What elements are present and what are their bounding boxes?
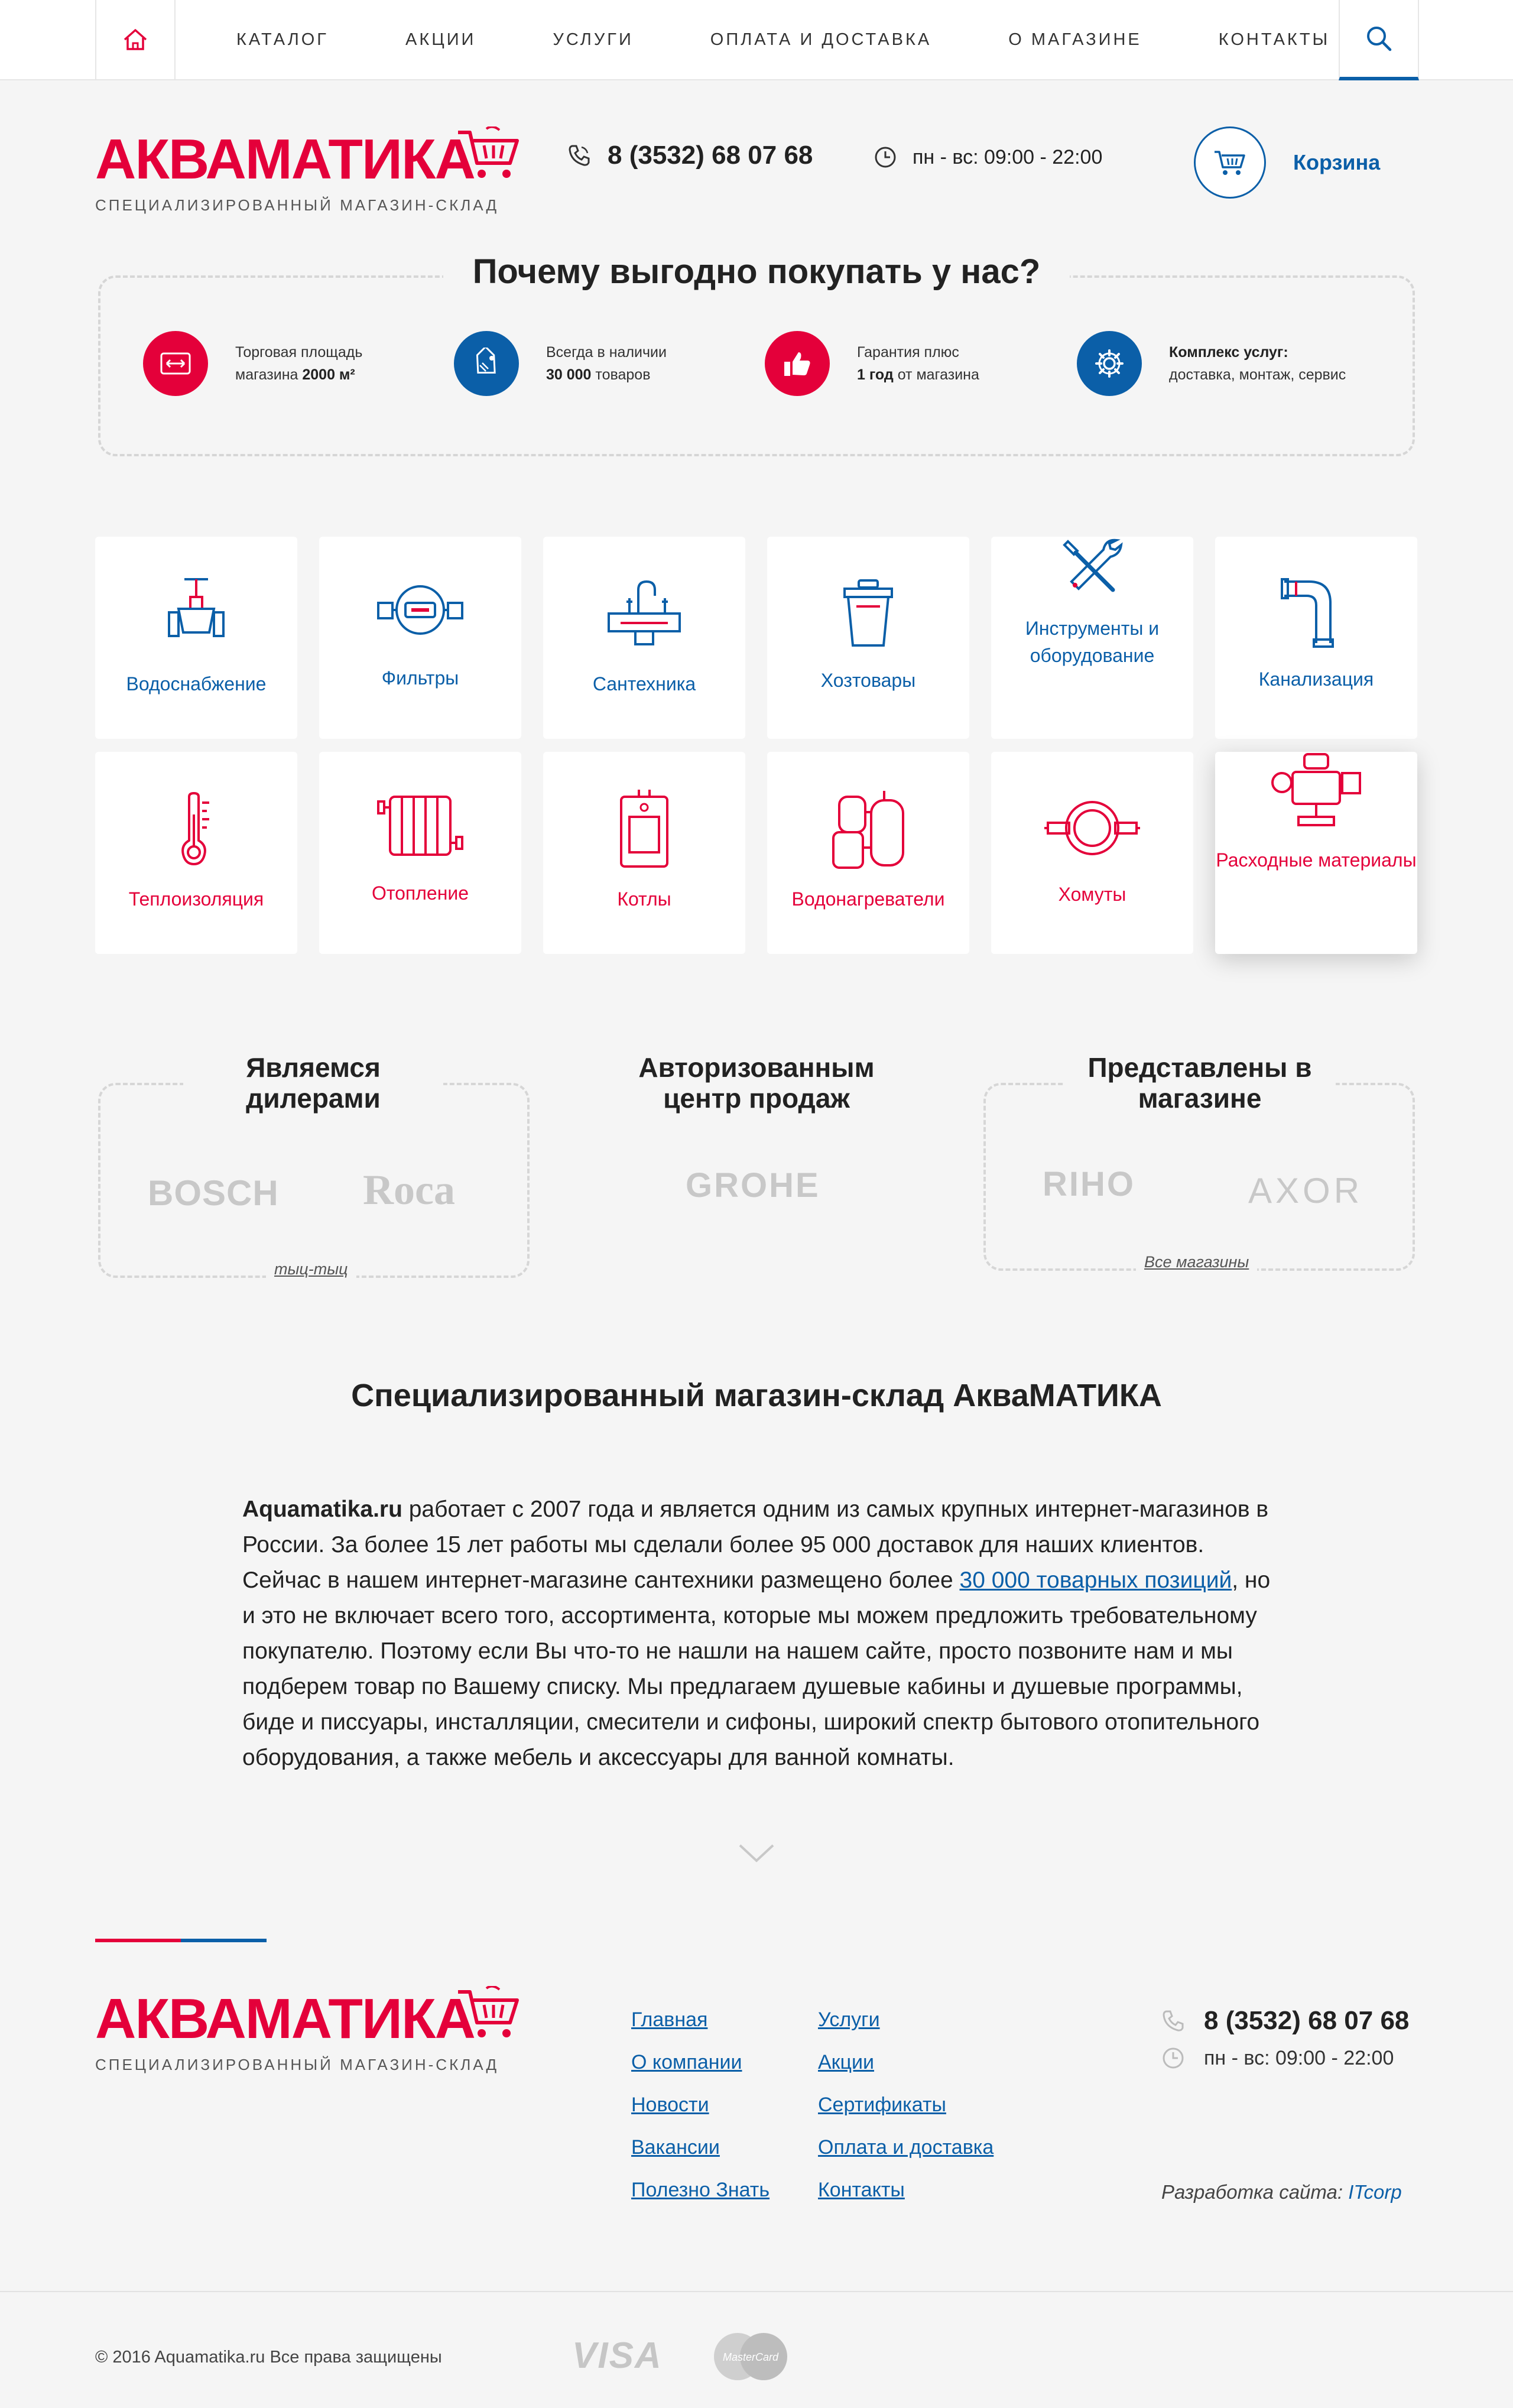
advantage-area-text: Торговая площадь магазина 2000 м²: [235, 344, 363, 383]
footer-accent-bar: [95, 1939, 267, 1942]
category-household[interactable]: [767, 537, 969, 739]
nav-item-catalog[interactable]: КАТАЛОГ: [236, 30, 329, 49]
tag-icon: [454, 331, 519, 396]
category-label: Водоснабжение: [126, 673, 267, 695]
footer-bottom-bar: [0, 2291, 1513, 2408]
category-clamps[interactable]: [991, 752, 1193, 954]
footer-link-home[interactable]: Главная: [631, 2008, 708, 2031]
footer-phone-number[interactable]: 8 (3532) 68 07 68: [1204, 2006, 1410, 2035]
brand-bosch-logo[interactable]: BOSCH: [148, 1173, 279, 1213]
dealers-link[interactable]: тыц-тыц: [266, 1260, 356, 1278]
header-phone-number[interactable]: 8 (3532) 68 07 68: [608, 141, 813, 170]
category-plumbing[interactable]: [543, 537, 745, 739]
meter-icon: [376, 580, 465, 640]
boiler-icon: [618, 787, 671, 870]
logo-cart-icon: [457, 126, 521, 181]
advantages-title: Почему выгодно покупать у нас?: [443, 248, 1070, 295]
category-label: Канализация: [1258, 668, 1374, 690]
advantage-warranty-text: Гарантия плюс 1 год от магазина: [857, 344, 979, 383]
logo[interactable]: [95, 128, 499, 215]
search-icon: [1365, 25, 1392, 52]
svg-text:MasterCard: MasterCard: [722, 2351, 779, 2363]
brand-grohe-logo[interactable]: GROHE: [686, 1166, 820, 1205]
brand-axor-logo[interactable]: AXOR: [1248, 1171, 1363, 1211]
tools-icon: [1060, 537, 1125, 596]
all-stores-link[interactable]: Все магазины: [1136, 1253, 1257, 1271]
category-sewerage[interactable]: [1215, 537, 1417, 739]
top-navigation: [0, 0, 1513, 80]
nav-item-about-store[interactable]: О МАГАЗИНЕ: [1008, 30, 1142, 49]
footer-link-about[interactable]: О компании: [631, 2051, 742, 2073]
advantage-services-text: Комплекс услуг: доставка, монтаж, сервис: [1169, 344, 1346, 383]
about-title: Специализированный магазин-склад АкваМАТИКА: [351, 1378, 1162, 1413]
header-hours: [874, 145, 1102, 169]
developer-credit: Разработка сайта: ITcorp: [1161, 2181, 1402, 2203]
brand-roca-logo[interactable]: Roca: [363, 1166, 455, 1213]
main-menu: [236, 0, 1407, 79]
category-insulation[interactable]: [95, 752, 297, 954]
footer-link-useful[interactable]: Полезно Знать: [631, 2179, 770, 2201]
footer-link-certificates[interactable]: Сертификаты: [818, 2094, 946, 2116]
category-water-supply[interactable]: [95, 537, 297, 739]
logo-cart-icon: [457, 1986, 521, 2040]
category-water-heaters[interactable]: [767, 752, 969, 954]
header-phone[interactable]: [567, 141, 813, 170]
valve-icon: [167, 573, 226, 650]
home-icon: [122, 28, 148, 51]
about-text: Aquamatika.ru работает с 2007 года и является одним из самых крупных интернет-магазинов в России. За более 15 лет работы мы сделали более 95 000 доставок для наших клиентов. Сейчас в нашем интернет-магазине сантехники размещено более 30 000 товарных позиций, но и это не включает всего того, ассортимента, которые мы можем предложить требовательному покупателю. Поэтому если Вы что-то не нашли на нашем сайте, просто позвоните нам и мы подберем товар по Вашему списку. Мы предлагаем душевые кабины и душевые программы, биде и писсуары, инсталляции, смесители и сифоны, широкий спектр бытового отопительного оборудования, а также мебель и аксессуары для ванной комнаты.: [242, 1497, 1271, 1770]
footer-hours-text: пн - вс: 09:00 - 22:00: [1204, 2046, 1394, 2069]
developer-link[interactable]: ITcorp: [1348, 2181, 1402, 2203]
nav-item-contacts[interactable]: КОНТАКТЫ: [1218, 30, 1330, 49]
radiator-icon: [376, 793, 465, 858]
cart-circle: [1194, 126, 1266, 199]
footer-logo-subtitle: СПЕЦИАЛИЗИРОВАННЫЙ МАГАЗИН-СКЛАД: [95, 2056, 499, 2073]
category-label: Хозтовары: [820, 670, 916, 691]
footer-link-news[interactable]: Новости: [631, 2094, 709, 2116]
footer-phone[interactable]: [1161, 2006, 1409, 2036]
represented-title: Представлены в магазине: [1064, 1052, 1336, 1114]
nav-item-services[interactable]: УСЛУГИ: [553, 30, 634, 49]
footer-logo-text: АКВАМАТИКА: [95, 1987, 475, 2050]
chevron-down-icon[interactable]: [738, 1843, 775, 1864]
category-consumables[interactable]: [1215, 752, 1417, 954]
footer-logo[interactable]: [95, 1987, 499, 2074]
category-label: Водонагреватели: [791, 888, 945, 910]
dealers-title: Являемся дилерами: [183, 1052, 443, 1114]
category-heating[interactable]: [319, 752, 521, 954]
category-label: Фильтры: [381, 667, 459, 689]
faucet-icon: [603, 578, 686, 649]
nav-item-promotions[interactable]: АКЦИИ: [405, 30, 476, 49]
footer-link-services[interactable]: Услуги: [818, 2008, 880, 2031]
footer-link-vacancies[interactable]: Вакансии: [631, 2136, 720, 2159]
gear-icon: [1077, 331, 1142, 396]
category-label: Хомуты: [1058, 884, 1126, 905]
logo-subtitle: СПЕЦИАЛИЗИРОВАННЫЙ МАГАЗИН-СКЛАД: [95, 196, 499, 214]
brand-riho-logo[interactable]: RIHO: [1043, 1165, 1135, 1203]
cart-icon: [1213, 148, 1246, 177]
footer-link-contacts[interactable]: Контакты: [818, 2179, 905, 2201]
logo-text: АКВАМАТИКА: [95, 128, 475, 191]
category-boilers[interactable]: [543, 752, 745, 954]
clock-icon: [874, 145, 897, 169]
category-label: Котлы: [617, 888, 671, 910]
products-count-link[interactable]: 30 000 товарных позиций: [959, 1568, 1232, 1593]
category-label: Отопление: [371, 882, 469, 904]
pipe-icon: [1281, 578, 1352, 649]
nav-item-payment-delivery[interactable]: ОПЛАТА И ДОСТАВКА: [710, 30, 932, 49]
phone-icon: [1161, 2009, 1185, 2033]
visa-logo: VISA: [572, 2335, 663, 2376]
cart-label[interactable]: Корзина: [1293, 150, 1381, 174]
phone-icon: [567, 144, 591, 167]
category-label: Расходные материалы: [1216, 849, 1417, 871]
category-label: Теплоизоляция: [128, 888, 264, 910]
advantage-services: [1077, 331, 1346, 396]
footer-links-col2: [818, 2008, 993, 2221]
advantage-stock-text: Всегда в наличии 30 000 товаров: [546, 344, 667, 383]
cart-button[interactable]: [1194, 126, 1380, 199]
footer-links-col1: [631, 2008, 770, 2221]
clock-icon: [1161, 2046, 1185, 2070]
advantage-warranty: [765, 331, 979, 396]
category-label: Сантехника: [592, 673, 696, 695]
category-label: Инструменты и оборудование: [1025, 618, 1160, 666]
advantage-area: [143, 331, 362, 396]
home-button[interactable]: [95, 0, 176, 79]
search-button[interactable]: [1339, 0, 1419, 80]
water-heater-icon: [830, 788, 907, 871]
thermometer-icon: [173, 791, 220, 868]
consumables-icon: [1269, 752, 1363, 829]
about-brand: Aquamatika.ru: [242, 1497, 402, 1522]
header-hours-text: пн - вс: 09:00 - 22:00: [913, 145, 1103, 168]
copyright: © 2016 Aquamatika.ru Все права защищены: [95, 2348, 442, 2367]
area-icon: [143, 331, 208, 396]
category-filters[interactable]: [319, 537, 521, 739]
footer-hours: [1161, 2046, 1394, 2070]
category-tools[interactable]: [991, 537, 1193, 739]
mastercard-logo: [709, 2330, 792, 2383]
thumbs-up-icon: [765, 331, 830, 396]
footer-link-promotions[interactable]: Акции: [818, 2051, 875, 2073]
clamp-icon: [1042, 796, 1142, 861]
authorized-title: Авторизованным центр продаж: [638, 1052, 875, 1114]
footer-link-payment-delivery[interactable]: Оплата и доставка: [818, 2136, 994, 2159]
bucket-icon: [839, 578, 898, 649]
advantage-stock: [454, 331, 667, 396]
